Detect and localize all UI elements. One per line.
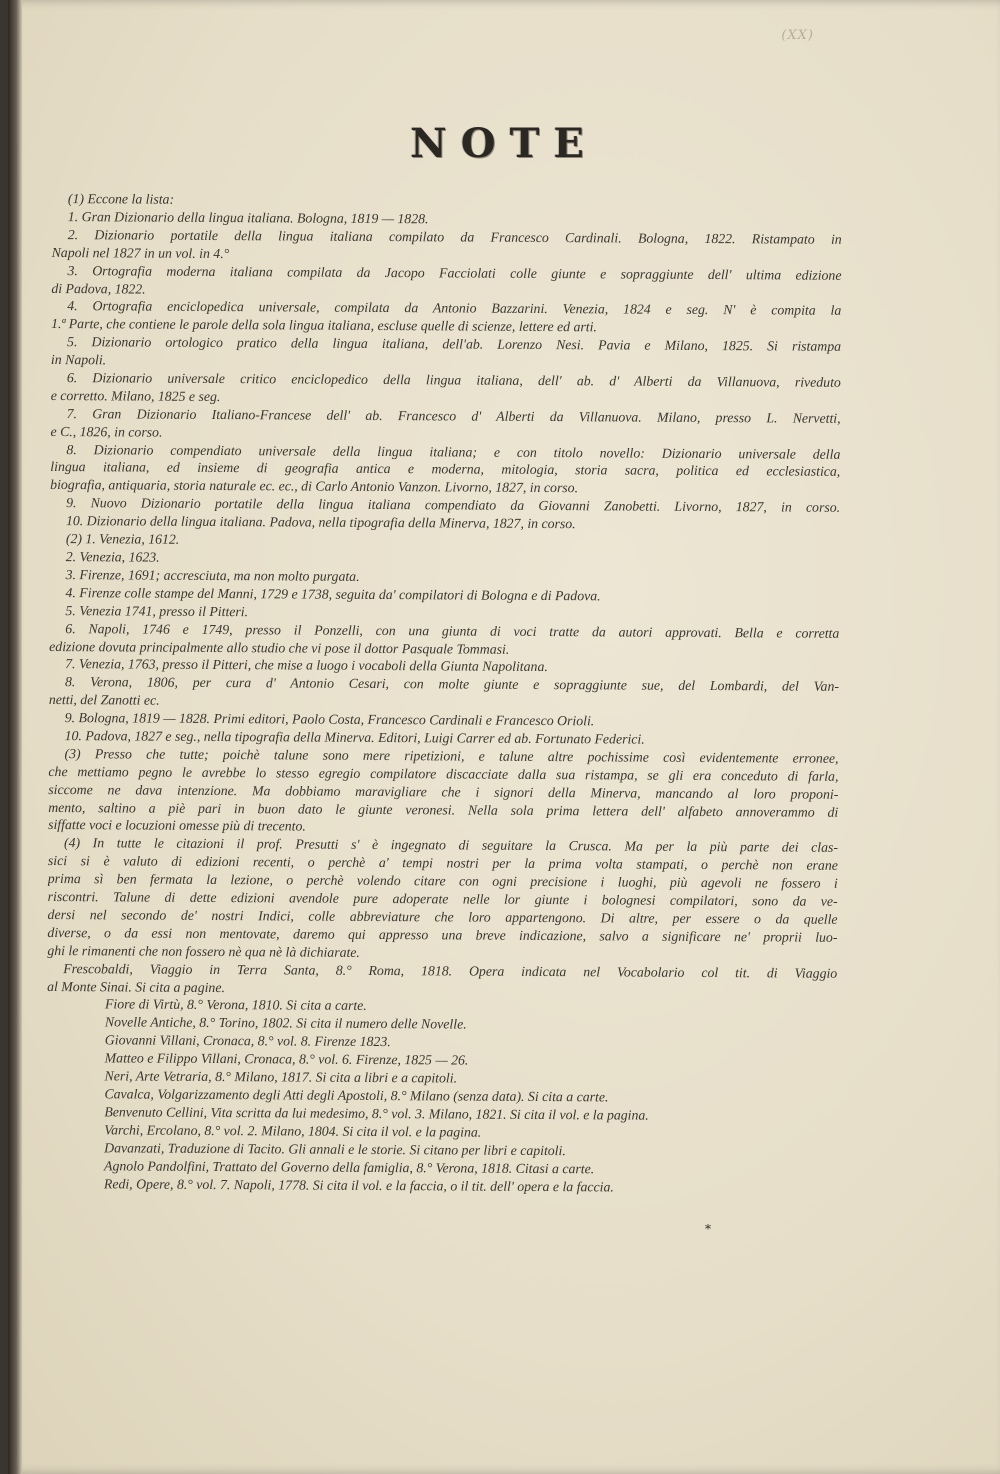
text-line: 6. Napoli, 1746 e 1749, presso il Ponzelli, con una giunta di voci tratte da autori approvati. Bella e corretta: [65, 620, 840, 641]
text-line: (2) 1. Venezia, 1612.: [65, 531, 180, 547]
text-line: (4) In tutte le citazioni il prof. Presutti s' è ingegnato di seguitare la Crusca. Ma per la più parte dei clas-: [63, 835, 839, 856]
notes-body: [46, 190, 842, 1197]
text-line: Neri, Arte Vetraria, 8.° Milano, 1817. Si cita a libri e a capitoli.: [104, 1068, 458, 1086]
text-line: Fiore di Virtù, 8.° Verona, 1810. Si cita a carte.: [104, 996, 367, 1014]
text-line: 3. Ortografia moderna italiana compilata da Jacopo Facciolati colle giunte e sopraggiunte dell' ultima edizione: [67, 262, 842, 283]
text-line: 9. Nuovo Dizionario portatile della lingua italiana compendiato da Giovanni Zanobetti. Livorno, 1827, in corso.: [66, 495, 841, 516]
text-line: riscontri. Talune di dette edizioni avendole pure adoperate nelle lor giunte i bolognesi compilatori, sono da ve-: [47, 889, 838, 909]
text-line: 2. Venezia, 1623.: [65, 549, 160, 565]
text-line: Matteo e Filippo Villani, Cronaca, 8.° vol. 6. Firenze, 1825 — 26.: [104, 1050, 469, 1068]
text-line: 7. Gran Dizionario Italiano-Francese dell' ab. Francesco d' Alberti da Villanuova. Milano, presso L. Nervetti,: [66, 405, 841, 426]
text-line: 9. Bologna, 1819 — 1828. Primi editori, Paolo Costa, Francesco Cardinali e Francesco Orioli.: [64, 710, 595, 729]
text-line: 8. Verona, 1806, per cura d' Antonio Cesari, con molte giunte e sopraggiunte sue, del Lombardi, del Van-: [64, 674, 840, 695]
text-line: 3. Firenze, 1691; accresciuta, ma non molto purgata.: [65, 566, 360, 584]
text-line: mento, saltino a piè pari in buon dato le giunte veronesi. Nella sola prima lettera dell' alfabeto annoverammo di: [48, 799, 839, 820]
page-number-mark: (XX): [781, 28, 814, 43]
text-line: Frescobaldi, Viaggio in Terra Santa, 8.° Roma, 1818. Opera indicata nel Vocabolario col tit. di Viaggio: [63, 960, 838, 981]
text-line: 6. Dizionario universale critico enciclopedico della lingua italiana, dell' ab. d' Alberti da Villanuova, riveduto: [66, 370, 841, 390]
text-line: 1. Gran Dizionario della lingua italiana. Bologna, 1819 — 1828.: [67, 209, 429, 227]
text-line: di Padova, 1822.: [51, 280, 146, 297]
book-page: [8, 0, 1000, 1474]
page-title: NOTE: [410, 120, 598, 167]
text-line: 7. Venezia, 1763, presso il Pitteri, che mise a luogo i vocaboli della Giunta Napolitana.: [65, 656, 548, 675]
text-line: 2. Dizionario portatile della lingua italiana compilato da Francesco Cardinali. Bologna, 1822. Ristampato in: [67, 226, 842, 247]
text-line: siccome ne dava intenzione. Ma dobbiamo maravigliare che i signori della Minerva, mancando al loro proponi-: [48, 781, 839, 802]
text-line: Napoli nel 1827 in un vol. in 4.°: [51, 244, 230, 261]
text-line: diverse, o da essi non mentovate, daremo qui appresso una breve indicazione, salvo a significare ne' proprii luo-: [47, 924, 838, 945]
text-line: 5. Venezia 1741, presso il Pitteri.: [65, 602, 249, 619]
text-line: in Napoli.: [50, 352, 107, 368]
text-line: Agnolo Pandolfini, Trattato del Governo della famiglia, 8.° Verona, 1818. Citasi a carte.: [103, 1157, 595, 1176]
text-line: che mettiamo pegno le avrebbe lo stesso egregio compilatore discacciate dalla sua ristampa, se gli era conceduto di farla,: [48, 763, 839, 784]
text-line: Cavalca, Volgarizzamento degli Atti degli Apostoli, 8.° Milano (senza data). Si cita a carte.: [104, 1086, 609, 1105]
text-line: sici si è valuto di edizioni recenti, o perchè a' tempi nostri per la prima volta stampati, o perchè non erane: [47, 853, 838, 874]
text-line: 10. Padova, 1827 e seg., nella tipografia della Minerva. Editori, Luigi Carrer ed ab. Fortunato Federici.: [64, 728, 645, 747]
text-line: 4. Firenze colle stampe del Manni, 1729 e 1738, seguita da' compilatori di Bologna e di Padova.: [65, 584, 601, 604]
text-line: dersi nel secondo de' nostri Indici, colle abbreviature che loro appartengono. Di altre, per essere o da quelle: [47, 906, 838, 927]
text-line: prima sì ben fermata la lezione, o perchè volendo citare con ogni precisione i luoghi, più agevoli ne fossero i: [47, 871, 838, 891]
book-gutter: [8, 0, 22, 1474]
text-line: Benvenuto Cellini, Vita scritta da lui medesimo, 8.° vol. 3. Milano, 1821. Si cita il vol. e la pagina.: [104, 1104, 649, 1123]
text-line: Giovanni Villani, Cronaca, 8.° vol. 8. Firenze 1823.: [104, 1032, 391, 1050]
text-line: e C., 1826, in corso.: [50, 423, 163, 440]
text-line: e corretto. Milano, 1825 e seg.: [50, 387, 221, 404]
text-line: netti, del Zanotti ec.: [48, 692, 160, 708]
text-line: 10. Dizionario della lingua italiana. Padova, nella tipografia della Minerva, 1827, in corso.: [65, 513, 576, 532]
text-line: 4. Ortografia enciclopedica universale, compilata da Antonio Bazzarini. Venezia, 1824 e seg. N' è compita la: [67, 298, 842, 319]
text-line: (1) Eccone la lista:: [67, 191, 175, 207]
text-line: Varchi, Ercolano, 8.° vol. 2. Milano, 1804. Si cita il vol. e la pagina.: [104, 1122, 482, 1140]
text-line: Redi, Opere, 8.° vol. 7. Napoli, 1778. Si cita il vol. e la faccia, o il tit. dell' opera e la faccia.: [103, 1175, 614, 1194]
text-line: ghi le rimanenti che non fossero nè qua nè là dichiarate.: [47, 942, 360, 960]
text-line: 1.ª Parte, che contiene le parole della sola lingua italiana, escluse quelle di scienze, lettere ed arti.: [51, 316, 597, 335]
text-line: biografia, antiquaria, storia naturale ec. ec., di Carlo Antonio Vanzon. Livorno, 1827, in corso.: [50, 477, 579, 496]
signature-mark: *: [705, 1222, 711, 1236]
text-line: al Monte Sinai. Si cita a pagine.: [47, 978, 225, 995]
text-line: 8. Dizionario compendiato universale della lingua italiana; e con titolo novello: Dizionario universale della: [66, 441, 841, 462]
text-line: lingua italiana, ed insieme di geografia antica e moderna, mitologia, storia sacra, politica ed ecclesiastica,: [50, 459, 841, 480]
text-line: (3) Presso che tutte; poichè talune sono mere ripetizioni, e talune altre pochissime così evidentemente erronee,: [64, 746, 839, 766]
text-line: Novelle Antiche, 8.° Torino, 1802. Si cita il numero delle Novelle.: [104, 1014, 467, 1032]
text-line: 5. Dizionario ortologico pratico della lingua italiana, dell'ab. Lorenzo Nesi. Pavia e Milano, 1825. Si ristampa: [67, 334, 842, 355]
text-line: Davanzati, Traduzione di Tacito. Gli annali e le storie. Si citano per libri e capitoli.: [104, 1140, 566, 1158]
text-line: siffatte voci e locuzioni omesse più di trecento.: [48, 817, 306, 835]
text-line: edizione dovuta principalmente allo studio che vi pose il dottor Pasquale Tommasi.: [49, 638, 510, 657]
